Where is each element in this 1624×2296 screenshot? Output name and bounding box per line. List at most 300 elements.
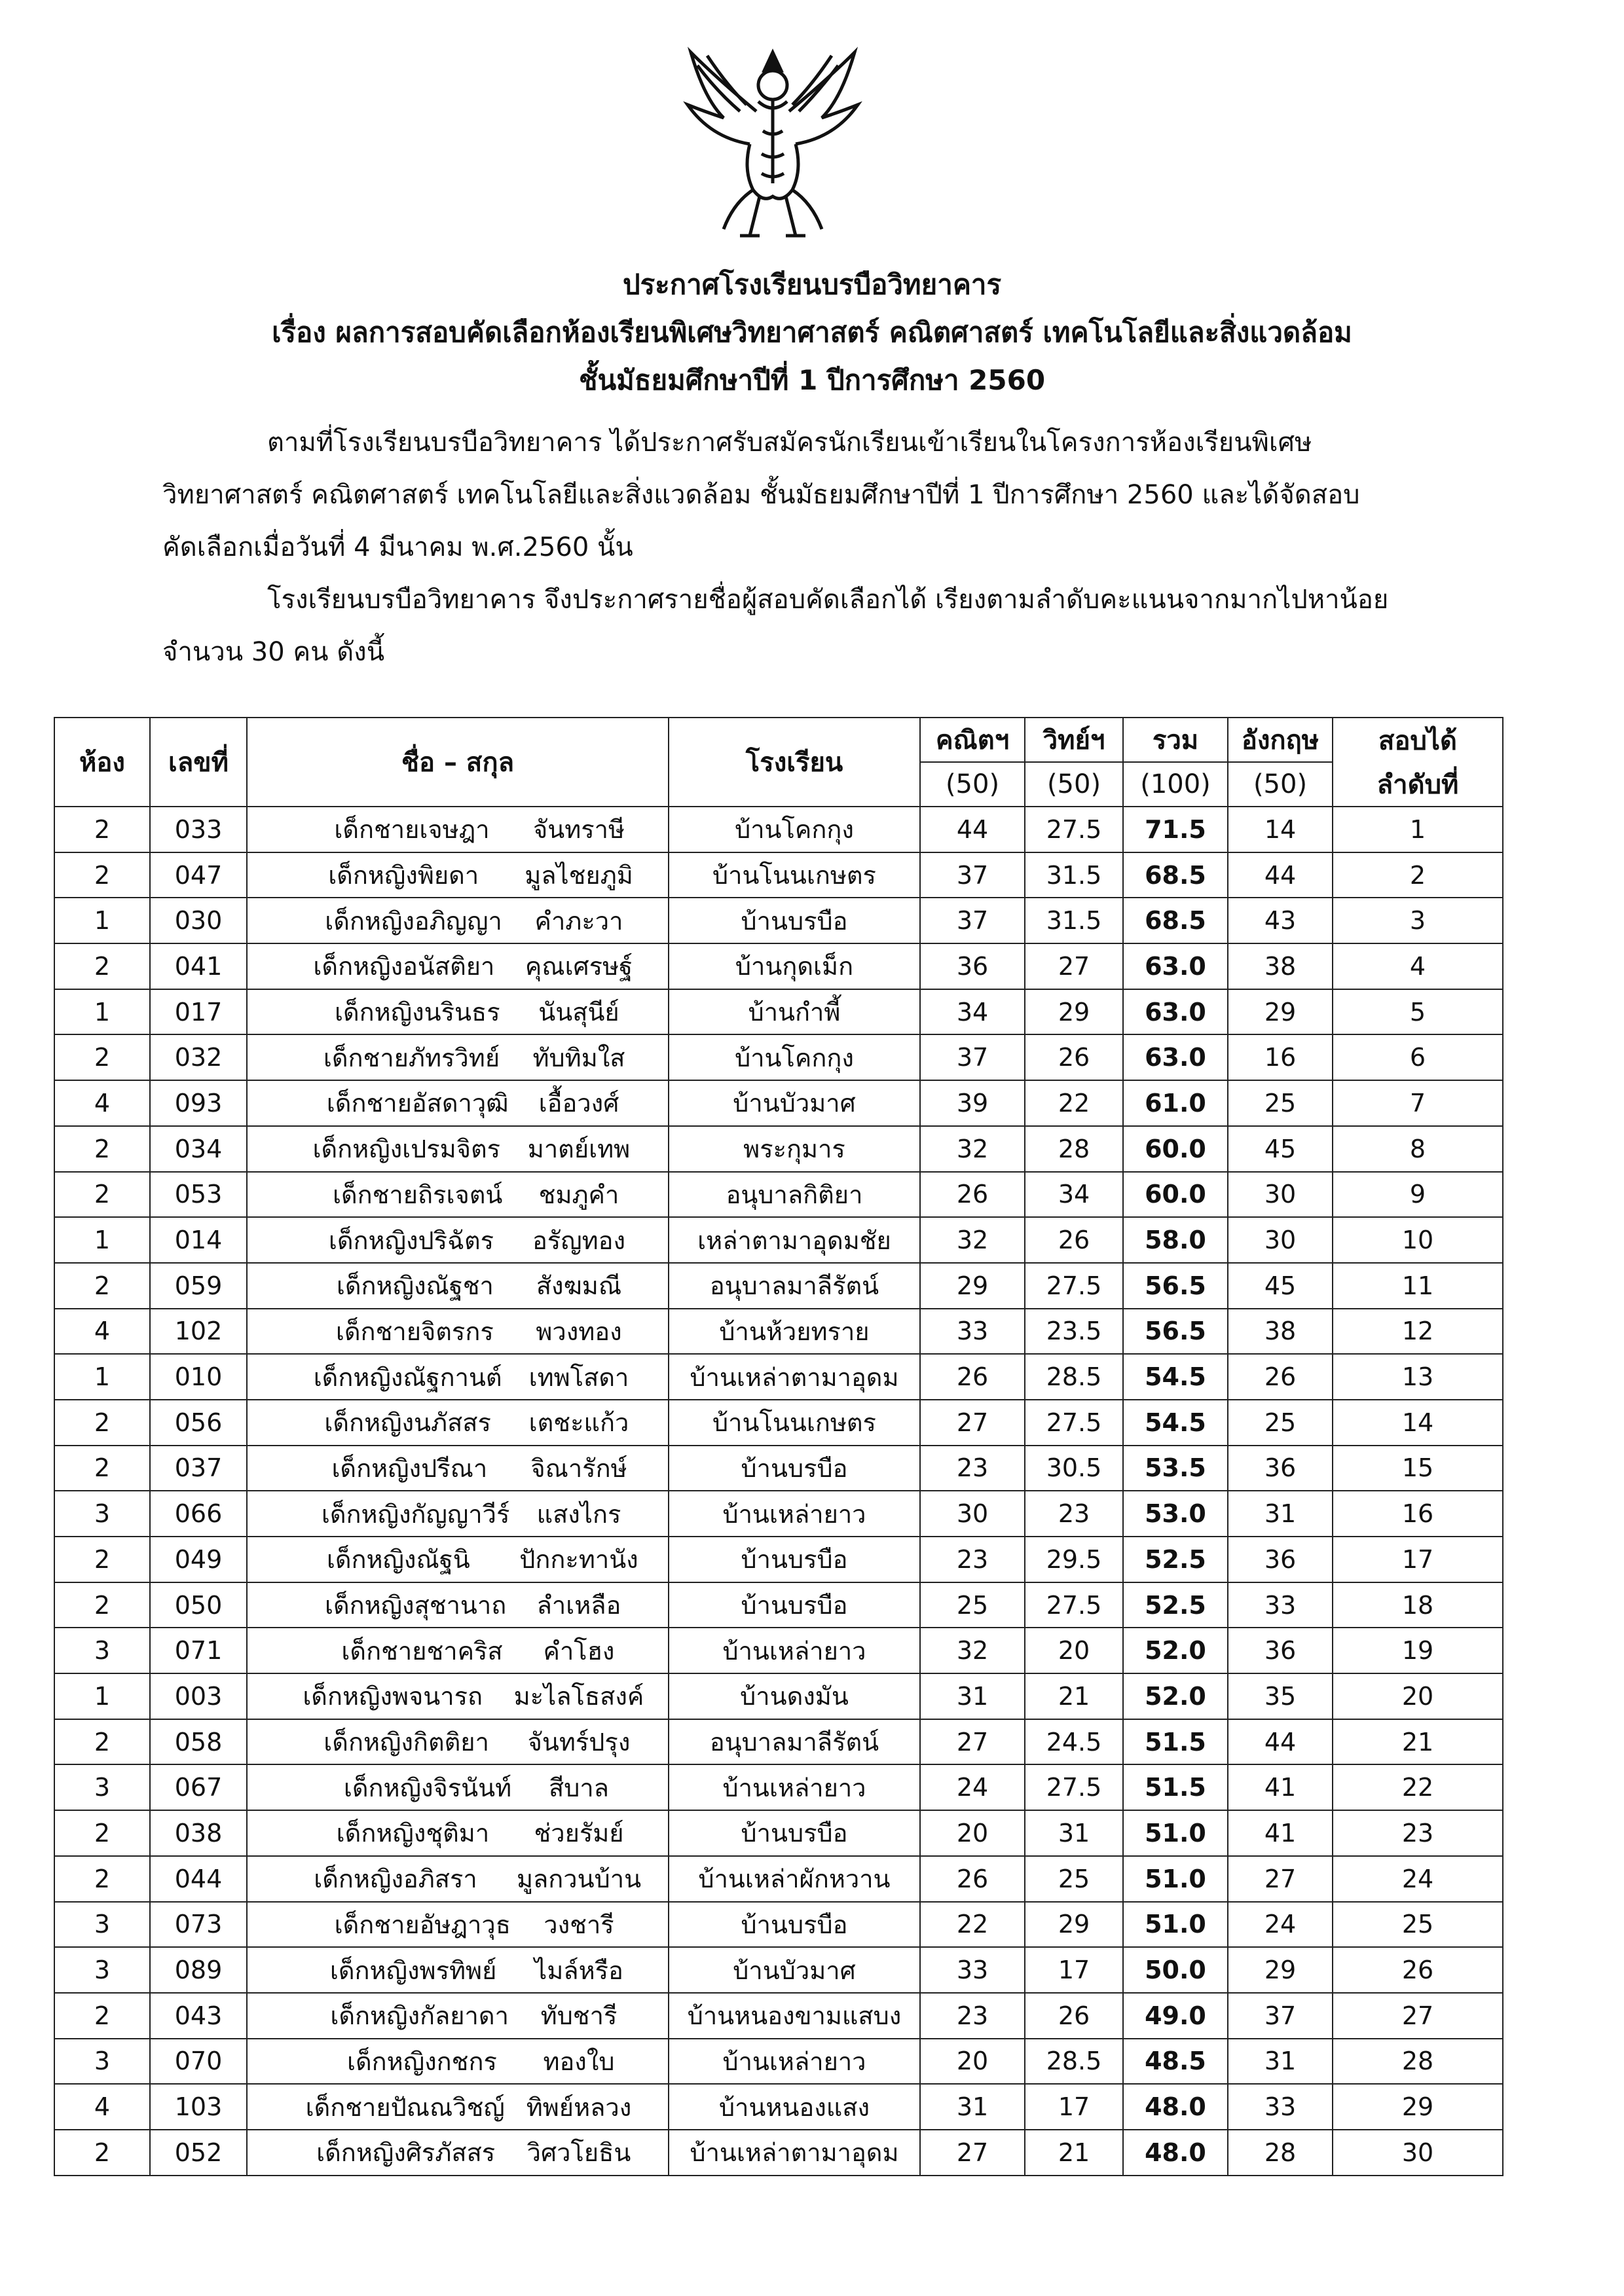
cell-total: 52.0 [1123,1628,1228,1673]
student-first-name: เด็กหญิงเปรมจิตร [312,1135,501,1164]
cell-english: 41 [1228,1810,1333,1856]
cell-math: 23 [920,1537,1025,1582]
cell-science: 29.5 [1025,1537,1123,1582]
cell-math: 26 [920,1172,1025,1218]
cell-school: อนุบาลมาลีรัตน์ [669,1719,920,1765]
student-last-name: เอื้อวงศ์ [538,1089,619,1118]
cell-rank: 23 [1333,1810,1503,1856]
student-first-name: เด็กหญิงอภิสรา [314,1865,477,1894]
student-last-name: มาตย์เทพ [527,1135,631,1164]
cell-room: 3 [54,1764,150,1810]
cell-name [247,1034,669,1080]
cell-number: 102 [150,1309,247,1355]
student-first-name: เด็กหญิงพจนารถ [303,1682,483,1711]
student-last-name: ทับทิมใส [532,1043,625,1072]
cell-school: พระกุมาร [669,1126,920,1172]
student-first-name: เด็กหญิงอภิญญา [325,906,502,936]
student-last-name: คำภะวา [534,906,623,936]
header-number: เลขที่ [150,718,247,807]
cell-room: 2 [54,1034,150,1080]
cell-room: 2 [54,943,150,989]
cell-science: 23.5 [1025,1309,1123,1355]
table-row [54,1217,1503,1263]
cell-total: 51.0 [1123,1902,1228,1948]
cell-name [247,1491,669,1537]
cell-total: 63.0 [1123,1034,1228,1080]
cell-rank: 16 [1333,1491,1503,1537]
cell-total: 48.0 [1123,2130,1228,2176]
cell-math: 22 [920,1902,1025,1948]
student-first-name: เด็กหญิงกัลยาดา [330,2001,509,2031]
cell-science: 24.5 [1025,1719,1123,1765]
cell-rank: 27 [1333,1993,1503,2039]
table-row [54,898,1503,943]
cell-rank: 5 [1333,989,1503,1035]
table-row [54,1400,1503,1446]
results-table-header [54,718,1503,807]
table-row [54,2130,1503,2176]
student-last-name: ไมล์หรือ [534,1956,623,1985]
cell-school: บ้านโคกกุง [669,1034,920,1080]
cell-science: 17 [1025,2084,1123,2130]
cell-total: 54.5 [1123,1354,1228,1400]
student-last-name: ทองใบ [543,2047,615,2076]
cell-english: 43 [1228,898,1333,943]
student-last-name: ชมภูคำ [538,1180,619,1209]
table-row [54,1673,1503,1719]
cell-total: 61.0 [1123,1080,1228,1126]
cell-number: 053 [150,1172,247,1218]
cell-total: 58.0 [1123,1217,1228,1263]
cell-rank: 8 [1333,1126,1503,1172]
cell-number: 017 [150,989,247,1035]
cell-science: 28.5 [1025,2039,1123,2085]
cell-room: 2 [54,807,150,852]
student-first-name: เด็กชายอัษฎาวุธ [334,1910,511,1939]
cell-science: 30.5 [1025,1446,1123,1491]
cell-number: 014 [150,1217,247,1263]
cell-number: 003 [150,1673,247,1719]
cell-rank: 25 [1333,1902,1503,1948]
cell-english: 24 [1228,1902,1333,1948]
cell-science: 25 [1025,1856,1123,1902]
cell-school: บ้านดงมัน [669,1673,920,1719]
table-row [54,1446,1503,1491]
cell-math: 44 [920,807,1025,852]
student-first-name: เด็กชายจิตรกร [335,1317,494,1346]
cell-number: 059 [150,1263,247,1309]
cell-room: 1 [54,989,150,1035]
cell-math: 32 [920,1217,1025,1263]
student-last-name: นันสุนีย์ [538,998,619,1027]
cell-room: 3 [54,1628,150,1673]
cell-science: 20 [1025,1628,1123,1673]
cell-total: 71.5 [1123,807,1228,852]
cell-math: 37 [920,898,1025,943]
cell-total: 49.0 [1123,1993,1228,2039]
cell-rank: 17 [1333,1537,1503,1582]
cell-math: 23 [920,1993,1025,2039]
cell-room: 2 [54,852,150,898]
cell-number: 066 [150,1491,247,1537]
table-row [54,1764,1503,1810]
cell-room: 2 [54,1537,150,1582]
cell-science: 28.5 [1025,1354,1123,1400]
table-row [54,1993,1503,2039]
cell-science: 26 [1025,1217,1123,1263]
cell-room: 3 [54,1491,150,1537]
cell-school: บ้านโนนเกษตร [669,1400,920,1446]
cell-school: เหล่าตามาอุดมชัย [669,1217,920,1263]
cell-name [247,1719,669,1765]
cell-science: 23 [1025,1491,1123,1537]
cell-total: 60.0 [1123,1126,1228,1172]
cell-science: 29 [1025,1902,1123,1948]
student-first-name: เด็กหญิงณัฐชา [336,1271,494,1301]
cell-number: 034 [150,1126,247,1172]
cell-name [247,1810,669,1856]
table-row [54,2039,1503,2085]
table-row [54,1947,1503,1993]
cell-number: 041 [150,943,247,989]
cell-name [247,1628,669,1673]
cell-school: บ้านหนองแสง [669,2084,920,2130]
cell-math: 27 [920,1400,1025,1446]
student-last-name: คำโฮง [543,1636,615,1666]
cell-english: 41 [1228,1764,1333,1810]
cell-name [247,2039,669,2085]
cell-rank: 7 [1333,1080,1503,1126]
cell-rank: 6 [1333,1034,1503,1080]
student-last-name: พวงทอง [536,1317,622,1346]
garuda-emblem-icon [678,39,868,249]
cell-english: 38 [1228,1309,1333,1355]
student-last-name: ลำเหลือ [536,1591,621,1620]
cell-name [247,1126,669,1172]
cell-math: 33 [920,1947,1025,1993]
cell-english: 25 [1228,1080,1333,1126]
cell-name [247,852,669,898]
cell-math: 26 [920,1354,1025,1400]
cell-name [247,1537,669,1582]
cell-name [247,1263,669,1309]
cell-room: 1 [54,898,150,943]
cell-number: 056 [150,1400,247,1446]
cell-number: 052 [150,2130,247,2176]
student-first-name: เด็กหญิงณัฐนิ [326,1545,470,1575]
cell-total: 63.0 [1123,989,1228,1035]
cell-name [247,1947,669,1993]
student-first-name: เด็กหญิงจิรนันท์ [343,1773,512,1802]
cell-room: 2 [54,2130,150,2176]
cell-english: 45 [1228,1126,1333,1172]
paragraph-2-line-2: จำนวน 30 คน ดังนี้ [162,637,385,667]
cell-science: 27.5 [1025,1764,1123,1810]
cell-math: 20 [920,2039,1025,2085]
cell-english: 45 [1228,1263,1333,1309]
cell-total: 53.5 [1123,1446,1228,1491]
cell-total: 68.5 [1123,898,1228,943]
cell-total: 63.0 [1123,943,1228,989]
cell-rank: 2 [1333,852,1503,898]
cell-name [247,989,669,1035]
cell-school: บ้านโคกกุง [669,807,920,852]
cell-number: 070 [150,2039,247,2085]
student-first-name: เด็กหญิงนภัสสร [324,1408,491,1438]
student-last-name: ปักกะทานัง [519,1545,638,1575]
cell-name [247,898,669,943]
cell-english: 36 [1228,1446,1333,1491]
cell-science: 34 [1025,1172,1123,1218]
cell-english: 30 [1228,1172,1333,1218]
header-math: คณิตฯ [920,718,1025,762]
cell-science: 29 [1025,989,1123,1035]
cell-math: 37 [920,1034,1025,1080]
cell-math: 24 [920,1764,1025,1810]
cell-school: บ้านบรบือ [669,898,920,943]
student-first-name: เด็กหญิงศิรภัสสร [316,2138,496,2168]
student-first-name: เด็กชายภัทรวิทย์ [323,1043,500,1072]
student-first-name: เด็กหญิงพิยดา [328,861,479,890]
student-last-name: คุณเศรษฐ์ [525,952,633,981]
table-row [54,807,1503,852]
cell-total: 56.5 [1123,1263,1228,1309]
cell-number: 033 [150,807,247,852]
student-first-name: เด็กหญิงชุติมา [336,1819,490,1848]
cell-room: 3 [54,1902,150,1948]
cell-rank: 4 [1333,943,1503,989]
cell-math: 39 [920,1080,1025,1126]
cell-room: 2 [54,1719,150,1765]
cell-english: 27 [1228,1856,1333,1902]
cell-math: 26 [920,1856,1025,1902]
table-row [54,1537,1503,1582]
header-math-max: (50) [920,762,1025,807]
student-last-name: ทิพย์หลวง [526,2092,632,2122]
cell-rank: 13 [1333,1354,1503,1400]
cell-science: 27 [1025,943,1123,989]
header-room: ห้อง [54,718,150,807]
cell-science: 26 [1025,1034,1123,1080]
student-last-name: มะไลโธสงค์ [513,1682,644,1711]
cell-science: 31.5 [1025,852,1123,898]
cell-name [247,1582,669,1628]
cell-number: 038 [150,1810,247,1856]
cell-english: 33 [1228,2084,1333,2130]
header-science: วิทย์ฯ [1025,718,1123,762]
cell-english: 28 [1228,2130,1333,2176]
cell-school: บ้านบัวมาศ [669,1947,920,1993]
cell-number: 047 [150,852,247,898]
cell-room: 3 [54,2039,150,2085]
cell-math: 31 [920,2084,1025,2130]
cell-rank: 22 [1333,1764,1503,1810]
student-last-name: วงชารี [544,1910,614,1939]
student-last-name: สังฆมณี [536,1271,622,1301]
cell-name [247,1902,669,1948]
cell-room: 2 [54,1810,150,1856]
cell-school: บ้านบัวมาศ [669,1080,920,1126]
cell-total: 52.5 [1123,1582,1228,1628]
cell-number: 043 [150,1993,247,2039]
cell-science: 21 [1025,1673,1123,1719]
student-last-name: สีบาล [549,1773,609,1802]
cell-rank: 11 [1333,1263,1503,1309]
cell-name [247,807,669,852]
cell-science: 26 [1025,1993,1123,2039]
cell-school: บ้านบรบือ [669,1537,920,1582]
cell-science: 17 [1025,1947,1123,1993]
cell-room: 4 [54,1309,150,1355]
student-first-name: เด็กหญิงอนัสติยา [313,952,495,981]
cell-room: 2 [54,1993,150,2039]
cell-total: 50.0 [1123,1947,1228,1993]
cell-rank: 28 [1333,2039,1503,2085]
student-first-name: เด็กชายเจษฎา [334,815,490,845]
table-row [54,1309,1503,1355]
cell-rank: 30 [1333,2130,1503,2176]
cell-science: 27.5 [1025,1582,1123,1628]
cell-room: 1 [54,1217,150,1263]
cell-school: บ้านเหล่าตามาอุดม [669,1354,920,1400]
student-last-name: มูลไชยภูมิ [525,861,633,890]
student-last-name: มูลกวนบ้าน [516,1865,642,1894]
cell-english: 37 [1228,1993,1333,2039]
cell-math: 37 [920,852,1025,898]
cell-room: 2 [54,1126,150,1172]
cell-total: 51.5 [1123,1719,1228,1765]
cell-rank: 9 [1333,1172,1503,1218]
cell-number: 073 [150,1902,247,1948]
cell-number: 050 [150,1582,247,1628]
cell-school: บ้านกุดเม็ก [669,943,920,989]
cell-total: 53.0 [1123,1491,1228,1537]
table-row [54,1719,1503,1765]
announcement-subject: เรื่อง ผลการสอบคัดเลือกห้องเรียนพิเศษวิทยาศาสตร์ คณิตศาสตร์ เทคโนโลยีและสิ่งแวดล้อม [272,316,1352,348]
cell-name [247,1856,669,1902]
cell-rank: 21 [1333,1719,1503,1765]
student-first-name: เด็กหญิงกิตติยา [323,1728,489,1757]
cell-room: 4 [54,2084,150,2130]
cell-school: บ้านบรบือ [669,1810,920,1856]
cell-name [247,1217,669,1263]
header-name: ชื่อ – สกุล [247,718,669,807]
cell-english: 16 [1228,1034,1333,1080]
cell-english: 44 [1228,1719,1333,1765]
header-total: รวม [1123,718,1228,762]
table-row [54,1856,1503,1902]
cell-school: บ้านเหล่ายาว [669,2039,920,2085]
cell-math: 32 [920,1628,1025,1673]
cell-rank: 18 [1333,1582,1503,1628]
cell-english: 38 [1228,943,1333,989]
cell-total: 48.5 [1123,2039,1228,2085]
cell-name [247,1764,669,1810]
cell-english: 14 [1228,807,1333,852]
cell-room: 1 [54,1354,150,1400]
cell-total: 51.5 [1123,1764,1228,1810]
cell-school: บ้านเหล่ายาว [669,1628,920,1673]
paragraph-1-line-2: วิทยาศาสตร์ คณิตศาสตร์ เทคโนโลยีและสิ่งแวดล้อม ชั้นมัธยมศึกษาปีที่ 1 ปีการศึกษา 2560 และได้จัดสอบ [162,480,1360,510]
student-last-name: ช่วยรัมย์ [534,1819,624,1848]
results-table-body [54,807,1503,2176]
cell-math: 32 [920,1126,1025,1172]
cell-name [247,1673,669,1719]
student-first-name: เด็กหญิงปรีณา [331,1453,488,1483]
cell-room: 2 [54,1172,150,1218]
student-last-name: เตชะแก้ว [528,1408,629,1438]
cell-total: 52.0 [1123,1673,1228,1719]
cell-math: 27 [920,1719,1025,1765]
cell-school: บ้านเหล่ายาว [669,1764,920,1810]
student-first-name: เด็กชายถิรเจตน์ [332,1180,503,1209]
table-row [54,2084,1503,2130]
results-table [54,717,1504,2176]
cell-math: 30 [920,1491,1025,1537]
cell-rank: 3 [1333,898,1503,943]
table-row [54,1080,1503,1126]
cell-math: 36 [920,943,1025,989]
cell-school: อนุบาลมาลีรัตน์ [669,1263,920,1309]
cell-number: 071 [150,1628,247,1673]
cell-name [247,2130,669,2176]
cell-rank: 12 [1333,1309,1503,1355]
cell-total: 56.5 [1123,1309,1228,1355]
table-row [54,1263,1503,1309]
cell-name [247,943,669,989]
cell-english: 36 [1228,1537,1333,1582]
cell-rank: 19 [1333,1628,1503,1673]
cell-room: 2 [54,1582,150,1628]
table-row [54,1491,1503,1537]
cell-math: 29 [920,1263,1025,1309]
cell-english: 44 [1228,852,1333,898]
cell-total: 54.5 [1123,1400,1228,1446]
cell-name [247,1080,669,1126]
student-first-name: เด็กหญิงปริฉัตร [328,1226,494,1255]
announcement-title: ประกาศโรงเรียนบรบือวิทยาคาร [622,268,1002,301]
cell-room: 2 [54,1856,150,1902]
cell-total: 51.0 [1123,1810,1228,1856]
cell-science: 27.5 [1025,1400,1123,1446]
cell-math: 34 [920,989,1025,1035]
cell-english: 25 [1228,1400,1333,1446]
cell-school: บ้านเหล่าผักหวาน [669,1856,920,1902]
student-last-name: แสงไกร [536,1499,621,1529]
cell-science: 31 [1025,1810,1123,1856]
cell-school: บ้านโนนเกษตร [669,852,920,898]
student-last-name: เทพโสดา [528,1362,629,1392]
cell-name [247,2084,669,2130]
table-row [54,852,1503,898]
cell-number: 037 [150,1446,247,1491]
table-row [54,943,1503,989]
cell-school: บ้านบรบือ [669,1902,920,1948]
student-first-name: เด็กชายชาคริส [341,1636,503,1666]
cell-room: 1 [54,1673,150,1719]
cell-number: 030 [150,898,247,943]
student-last-name: จันทราษี [532,815,625,845]
student-first-name: เด็กหญิงนรินธร [334,998,500,1027]
cell-school: อนุบาลกิติยา [669,1172,920,1218]
student-first-name: เด็กหญิงกัญญาวีร์ [321,1499,510,1529]
cell-school: บ้านเหล่ายาว [669,1491,920,1537]
cell-total: 60.0 [1123,1172,1228,1218]
cell-english: 33 [1228,1582,1333,1628]
header-english-max: (50) [1228,762,1333,807]
cell-science: 22 [1025,1080,1123,1126]
cell-math: 27 [920,2130,1025,2176]
